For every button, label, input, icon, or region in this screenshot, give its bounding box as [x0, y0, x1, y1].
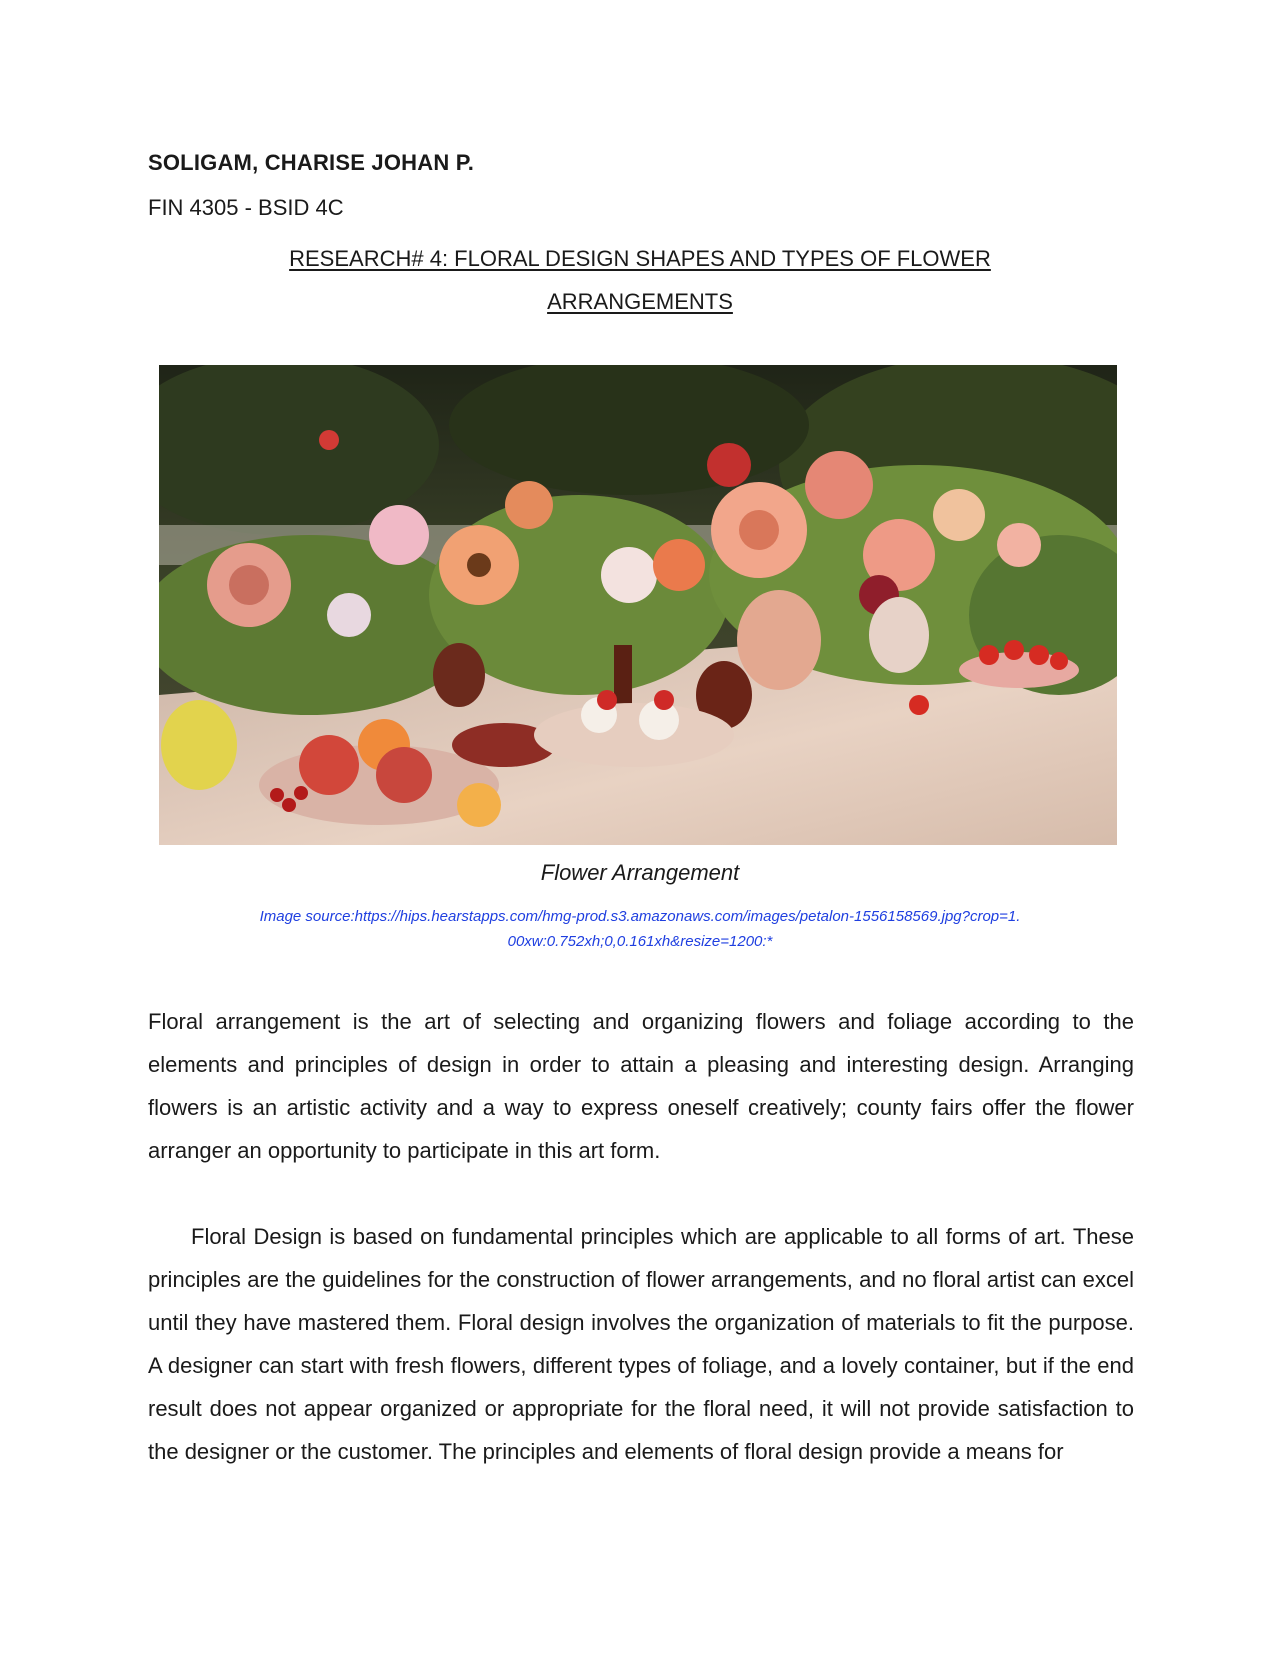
author-name: SOLIGAM, CHARISE JOHAN P. — [148, 150, 475, 175]
paragraph-floral-arrangement: Floral arrangement is the art of selecting and organizing flowers and foliage according to the elements and principles of design in order to attain a pleasing and interesting design. Arranging flowers is an artistic activity and a way to express oneself creatively; county fairs offer the flower arranger an opportunity to participate in this art form. — [148, 1009, 1134, 1163]
image-source-link[interactable] — [200, 904, 1080, 954]
paragraph-floral-design: Floral Design is based on fundamental principles which are applicable to all forms of art. These principles are the guidelines for the construction of flower arrangements, and no floral artist can excel until they have mastered them. Floral design involves the organization of materials to fit the purpose. A designer can start with fresh flowers, different types of foliage, and a lovely container, but if the end result does not appear organized or appropriate for the floral need, it will not provide satisfaction to the designer or the customer. The principles and elements of floral design provide a means for — [148, 1224, 1134, 1464]
research-title — [148, 237, 1132, 323]
research-title-line-1: RESEARCH# 4: FLORAL DESIGN SHAPES AND TYPES OF FLOWER — [289, 246, 991, 271]
image-source-line-2[interactable]: 00xw:0.752xh;0,0.161xh&resize=1200:* — [507, 933, 773, 950]
course-code: FIN 4305 - BSID 4C — [148, 195, 344, 220]
research-title-line-2: ARRANGEMENTS — [547, 289, 733, 314]
flower-arrangement-photo — [159, 365, 1117, 845]
image-source-line-1[interactable]: Image source:https://hips.hearstapps.com/hmg-prod.s3.amazonaws.com/images/petalon-1556158569.jpg?crop=1. — [259, 908, 1021, 925]
figure-caption: Flower Arrangement — [540, 860, 740, 885]
